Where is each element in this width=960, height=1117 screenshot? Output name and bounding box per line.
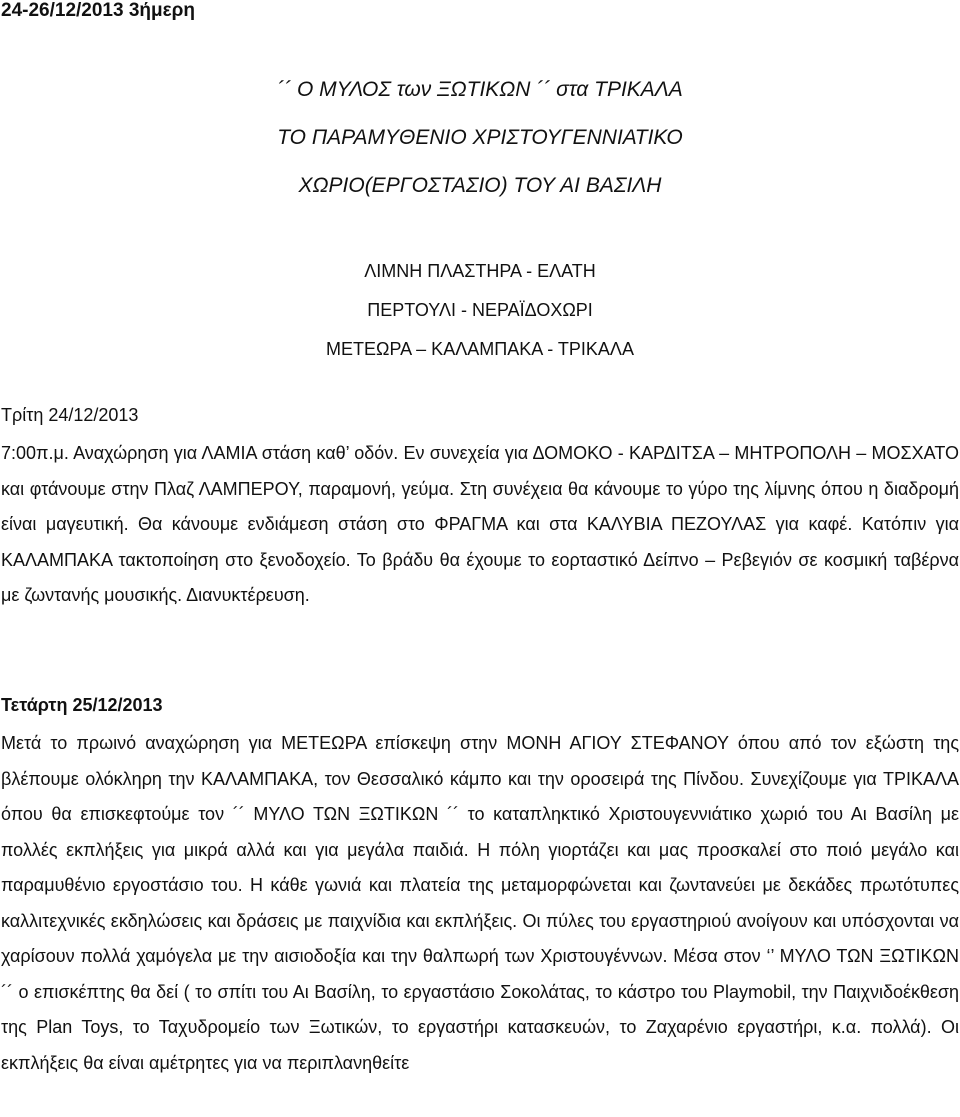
day-1-title: Τρίτη 24/12/2013 [1, 405, 139, 425]
route-line-2: ΠΕΡΤΟΥΛΙ - ΝΕΡΑΪΔΟΧΩΡΙ [367, 300, 593, 320]
route-line-3: ΜΕΤΕΩΡΑ – ΚΑΛΑΜΠΑΚΑ - ΤΡΙΚΑΛΑ [326, 339, 634, 359]
day-2-title: Τετάρτη 25/12/2013 [1, 695, 163, 715]
title-line-2: ΤΟ ΠΑΡΑΜΥΘΕΝΙΟ ΧΡΙΣΤΟΥΓΕΝΝΙΑΤΙΚΟ [277, 126, 683, 149]
day-2-section [1, 694, 959, 1081]
day-1-text: 7:00π.μ. Αναχώρηση για ΛΑΜΙΑ στάση καθ’ οδόν. Εν συνεχεία για ΔΟΜΟΚΟ - ΚΑΡΔΙΤΣΑ – ΜΗΤΡΟΠΟΛΗ – ΜΟΣΧΑΤΟ και φτάνουμε στην Πλαζ ΛΑΜΠΕΡΟΥ, παραμονή, γεύμα. Στη συνέχεια θα κάνουμε το γύρο της λίμνης όπου η διαδρομή είναι μαγευτική. Θα κάνουμε ενδιάμεση στάση στο ΦΡΑΓΜΑ και στα ΚΑΛΥΒΙΑ ΠΕΖΟΥΛΑΣ για καφέ. Κατόπιν για ΚΑΛΑΜΠΑΚΑ τακτοποίηση στο ξενοδοχείο. Το βράδυ θα έχουμε το εορταστικό Δείπνο – Ρεβεγιόν σε κοσμική ταβέρνα με ζωντανής μουσικής. Διανυκτέρευση. [1, 443, 959, 605]
title-line-1: ´´ Ο ΜΥΛΟΣ των ΞΩΤΙΚΩΝ ´´ στα ΤΡΙΚΑΛΑ [277, 78, 683, 101]
title-block [0, 66, 960, 210]
header-date: 24-26/12/2013 3ήμερη [1, 0, 196, 21]
route-block [0, 252, 960, 369]
day-1-section [1, 404, 959, 614]
day-2-text: Μετά το πρωινό αναχώρηση για ΜΕΤΕΩΡΑ επίσκεψη στην ΜΟΝΗ ΑΓΙΟΥ ΣΤΕΦΑΝΟΥ όπου από τον εξώστη της βλέπουμε ολόκληρη την ΚΑΛΑΜΠΑΚΑ, τον Θεσσαλικό κάμπο και την οροσειρά της Πίνδου. Συνεχίζουμε για ΤΡΙΚΑΛΑ όπου θα επισκεφτούμε τον ´´ ΜΥΛΟ ΤΩΝ ΞΩΤΙΚΩΝ ´´ το καταπληκτικό Χριστουγεννιάτικο χωριό του Αι Βασίλη με πολλές εκπλήξεις για μικρά αλλά και για μεγάλα παιδιά. Η πόλη γιορτάζει και μας προσκαλεί στο ποιό μεγάλο και παραμυθένιο εργοστάσιο του. Η κάθε γωνιά και πλατεία της μεταμορφώνεται και ζωντανεύει με δεκάδες πρωτότυπες καλλιτεχνικές εκδηλώσεις και δράσεις με παιχνίδια και εκπλήξεις. Οι πύλες του εργαστηριού ανοίγουν και υπόσχονται να χαρίσουν πολλά χαμόγελα με την αισιοδοξία και την θαλπωρή των Χριστουγέννων. Μέσα στον ‘’ ΜΥΛΟ ΤΩΝ ΞΩΤΙΚΩΝ ´´ ο επισκέπτης θα δεί ( το σπίτι του Αι Βασίλη, το εργαστάσιο Σοκολάτας, το κάστρο του Playmobil, την Παιχνιδοέκθεση της Plan Toys, το Ταχυδρομείο των Ξωτικών, το εργαστήρι κατασκευών, το Ζαχαρένιο εργαστήρι, κ.α. πολλά). Οι εκπλήξεις θα είναι αμέτρητες για να περιπλανηθείτε [1, 733, 959, 1073]
title-line-3: ΧΩΡΙΟ(ΕΡΓΟΣΤΑΣΙΟ) ΤΟΥ ΑΙ ΒΑΣΙΛΗ [298, 174, 662, 197]
route-line-1: ΛΙΜΝΗ ΠΛΑΣΤΗΡΑ - ΕΛΑΤΗ [364, 261, 596, 281]
